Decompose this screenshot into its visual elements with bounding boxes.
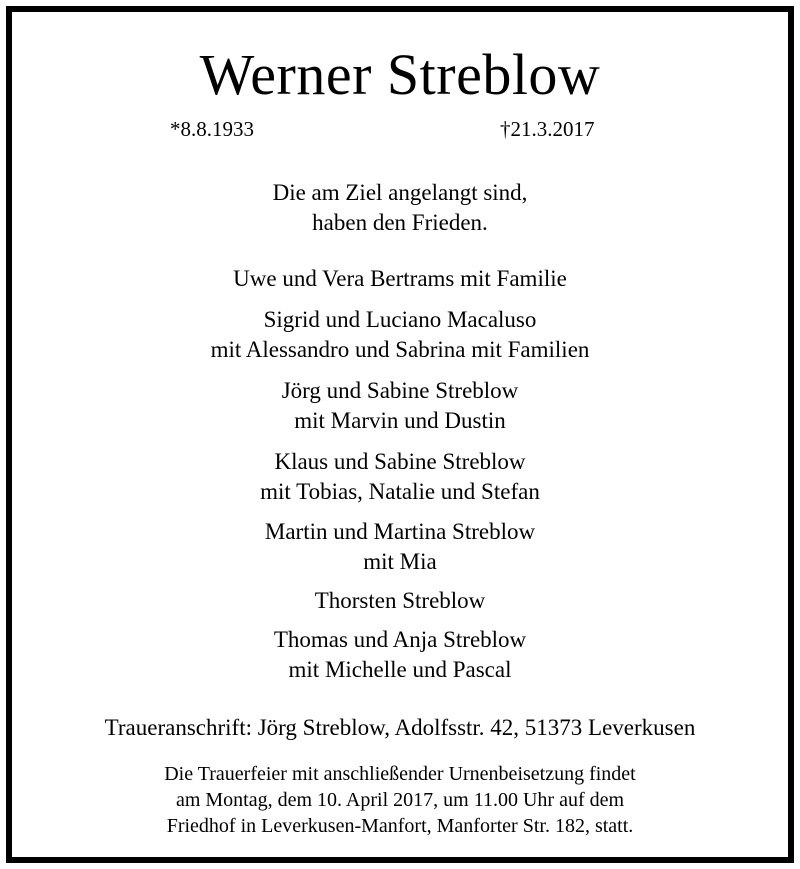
mourner-line: Martin und Martina Streblow: [264, 519, 536, 544]
mourner-group: [0, 376, 800, 436]
mourner-line: Thorsten Streblow: [314, 588, 486, 613]
service-line: Die Trauerfeier mit anschließender Urnenbeisetzung findet: [164, 763, 636, 785]
service-line: am Montag, dem 10. April 2017, um 11.00 Uhr auf dem: [175, 789, 625, 811]
mourner-group: [0, 517, 800, 577]
mourner-line: mit Tobias, Natalie und Stefan: [260, 479, 540, 504]
mourner-line: Sigrid und Luciano Macaluso: [263, 307, 537, 332]
quote-line: haben den Frieden.: [312, 210, 488, 235]
memorial-quote: [0, 178, 800, 238]
mourner-line: Klaus und Sabine Streblow: [274, 449, 526, 474]
mourner-line: mit Mia: [363, 549, 437, 574]
mourning-address: Traueranschrift: Jörg Streblow, Adolfsstr. 42, 51373 Leverkusen: [104, 715, 696, 740]
mourner-line: Jörg und Sabine Streblow: [281, 378, 519, 403]
service-line: Friedhof in Leverkusen-Manfort, Manforter Str. 182, statt.: [166, 815, 634, 837]
mourner-line: mit Marvin und Dustin: [294, 408, 506, 433]
quote-line: Die am Ziel angelangt sind,: [272, 180, 528, 205]
mourner-line: mit Alessandro und Sabrina mit Familien: [210, 337, 590, 362]
mourner-group: [0, 305, 800, 365]
funeral-service-info: [0, 761, 800, 839]
mourner-group: [0, 625, 800, 685]
mourner-group: [0, 264, 800, 294]
mourner-group: [0, 447, 800, 507]
mourner-line: Thomas und Anja Streblow: [273, 627, 527, 652]
death-date: †21.3.2017: [500, 117, 595, 141]
mourner-line: Uwe und Vera Bertrams mit Familie: [233, 266, 567, 291]
mourner-line: mit Michelle und Pascal: [288, 657, 512, 682]
mourner-group: [0, 586, 800, 616]
birth-date: *8.8.1933: [170, 117, 254, 141]
deceased-name: Werner Streblow: [199, 42, 601, 107]
